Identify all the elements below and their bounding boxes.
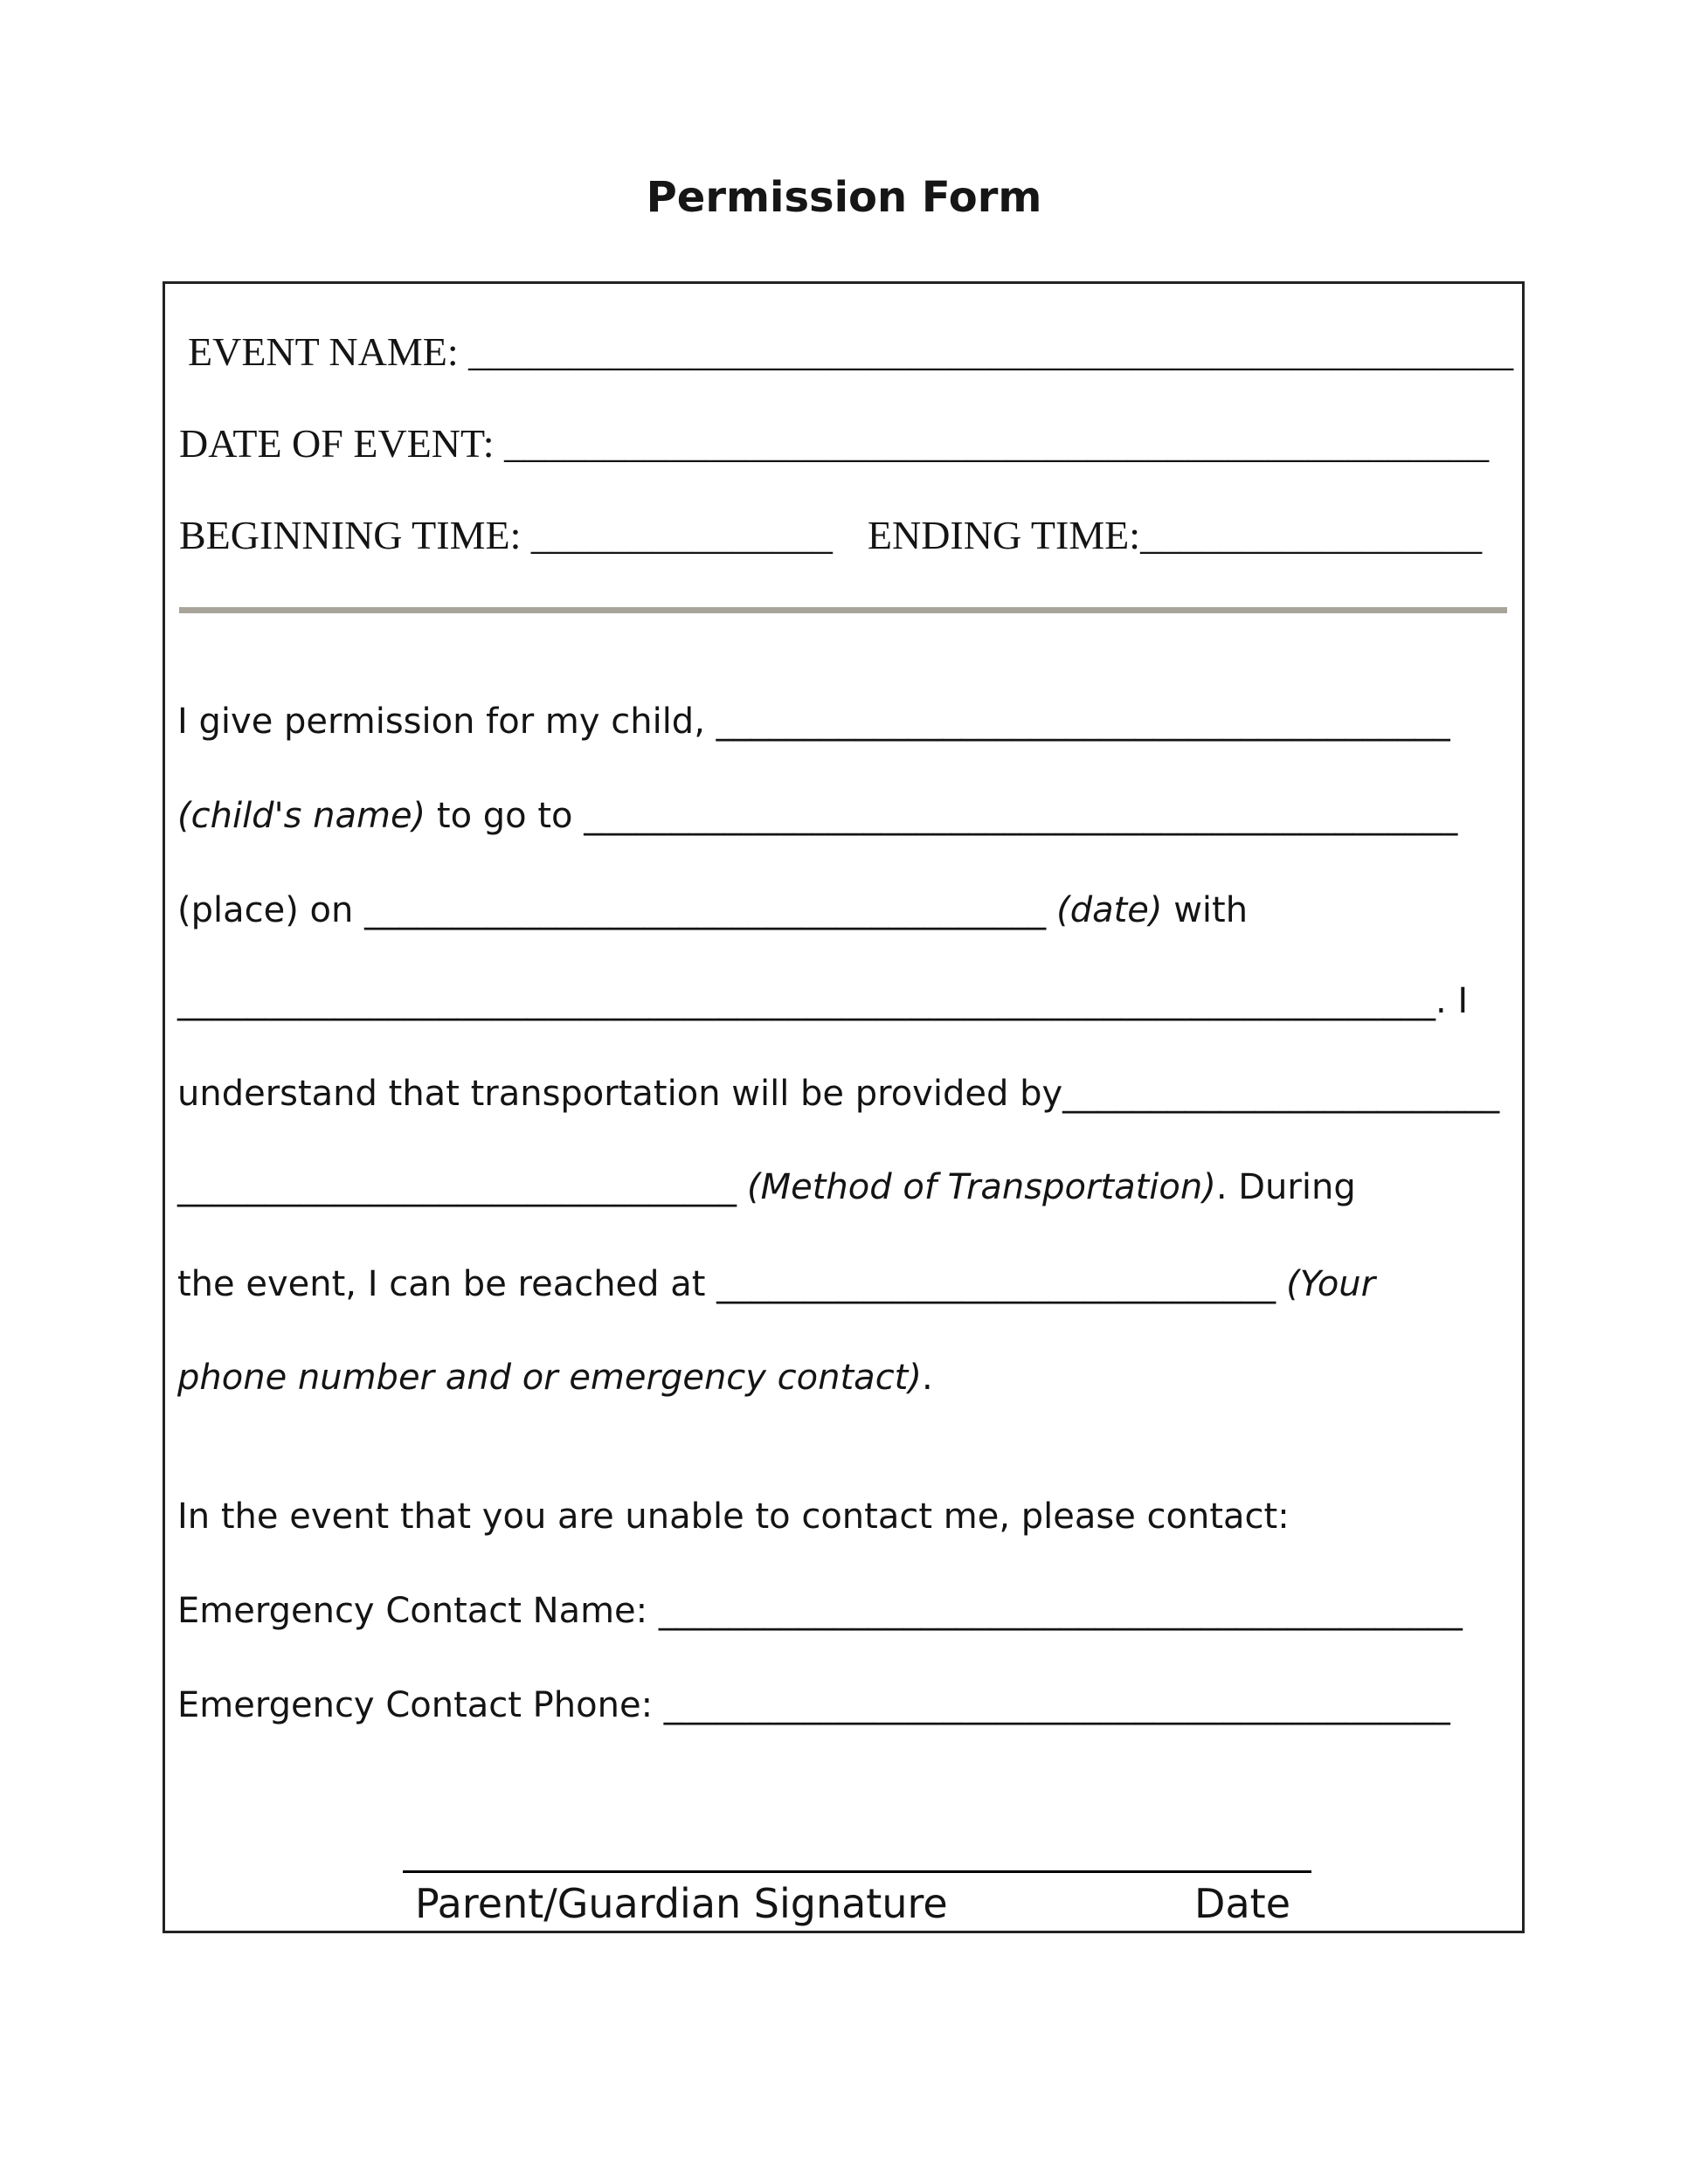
times-field-row	[179, 511, 1482, 559]
text-segment: the event, I can be reached at	[177, 1264, 717, 1304]
signature-labels-row	[403, 1873, 1311, 1927]
transportation-blank-line-2[interactable]: ________________________________	[177, 1167, 737, 1207]
method-of-transportation-note: (Method of Transportation)	[747, 1167, 1216, 1207]
text-segment: understand that transportation will be provided by	[177, 1074, 1063, 1114]
date-of-event-label: DATE OF EVENT:	[179, 421, 505, 466]
text-segment: with	[1162, 890, 1249, 930]
text-segment: I give permission for my child,	[177, 702, 716, 742]
ending-time-label: ENDING TIME:	[867, 513, 1141, 557]
text-segment: . I	[1435, 981, 1469, 1021]
date-of-event-blank-line[interactable]: _________________________________________________	[504, 421, 1490, 466]
section-divider	[179, 607, 1507, 613]
emergency-name-blank-line[interactable]: ______________________________________________	[658, 1591, 1463, 1631]
beginning-time-blank-line[interactable]: _______________	[530, 513, 833, 557]
permission-line-2	[177, 795, 1457, 837]
date-of-event-field	[179, 419, 1489, 467]
permission-line-8	[177, 1357, 933, 1399]
signature-area	[403, 1856, 1311, 1927]
text-segment: . During	[1215, 1167, 1356, 1207]
event-name-label: EVENT NAME:	[188, 329, 469, 374]
place-blank-line[interactable]: __________________________________________________	[584, 796, 1458, 836]
emergency-name-label: Emergency Contact Name:	[177, 1591, 659, 1631]
text-segment: (place) on	[177, 890, 365, 930]
emergency-phone-field	[177, 1684, 1450, 1726]
text-segment: to go to	[425, 796, 585, 836]
permission-line-6	[177, 1166, 1356, 1208]
permission-line-5	[177, 1073, 1499, 1115]
your-phone-note-start: (Your	[1286, 1264, 1376, 1304]
date-note: (date)	[1056, 890, 1163, 930]
ending-time-blank-line[interactable]: _________________	[1140, 513, 1483, 557]
emergency-intro: In the event that you are unable to contact me, please contact:	[177, 1496, 1290, 1537]
emergency-phone-label: Emergency Contact Phone:	[177, 1685, 664, 1725]
event-name-field	[188, 328, 1513, 376]
text-segment: .	[921, 1358, 933, 1398]
permission-line-1	[177, 701, 1450, 743]
permission-line-4	[177, 980, 1468, 1022]
date-blank-line[interactable]: _______________________________________	[364, 890, 1047, 930]
child-name-blank-line[interactable]: __________________________________________	[716, 702, 1450, 742]
emergency-phone-blank-line[interactable]: _____________________________________________	[663, 1685, 1450, 1725]
reached-at-blank-line[interactable]: ________________________________	[716, 1264, 1276, 1304]
date-label: Date	[1194, 1880, 1290, 1927]
transportation-blank-line[interactable]: _________________________	[1062, 1074, 1500, 1114]
emergency-name-field	[177, 1590, 1463, 1632]
chaperone-blank-line[interactable]: ________________________________________________________________________	[177, 981, 1435, 1021]
form-box	[163, 281, 1525, 1933]
permission-line-3	[177, 889, 1248, 931]
permission-line-7	[177, 1263, 1375, 1305]
event-name-blank-line[interactable]: ____________________________________________________	[468, 329, 1514, 374]
child-name-note: (child's name)	[177, 796, 426, 836]
your-phone-note-end: phone number and or emergency contact)	[177, 1358, 922, 1398]
page-title: Permission Form	[646, 173, 1042, 222]
beginning-time-label: BEGINNING TIME:	[179, 513, 531, 557]
parent-guardian-signature-label: Parent/Guardian Signature	[415, 1880, 948, 1927]
